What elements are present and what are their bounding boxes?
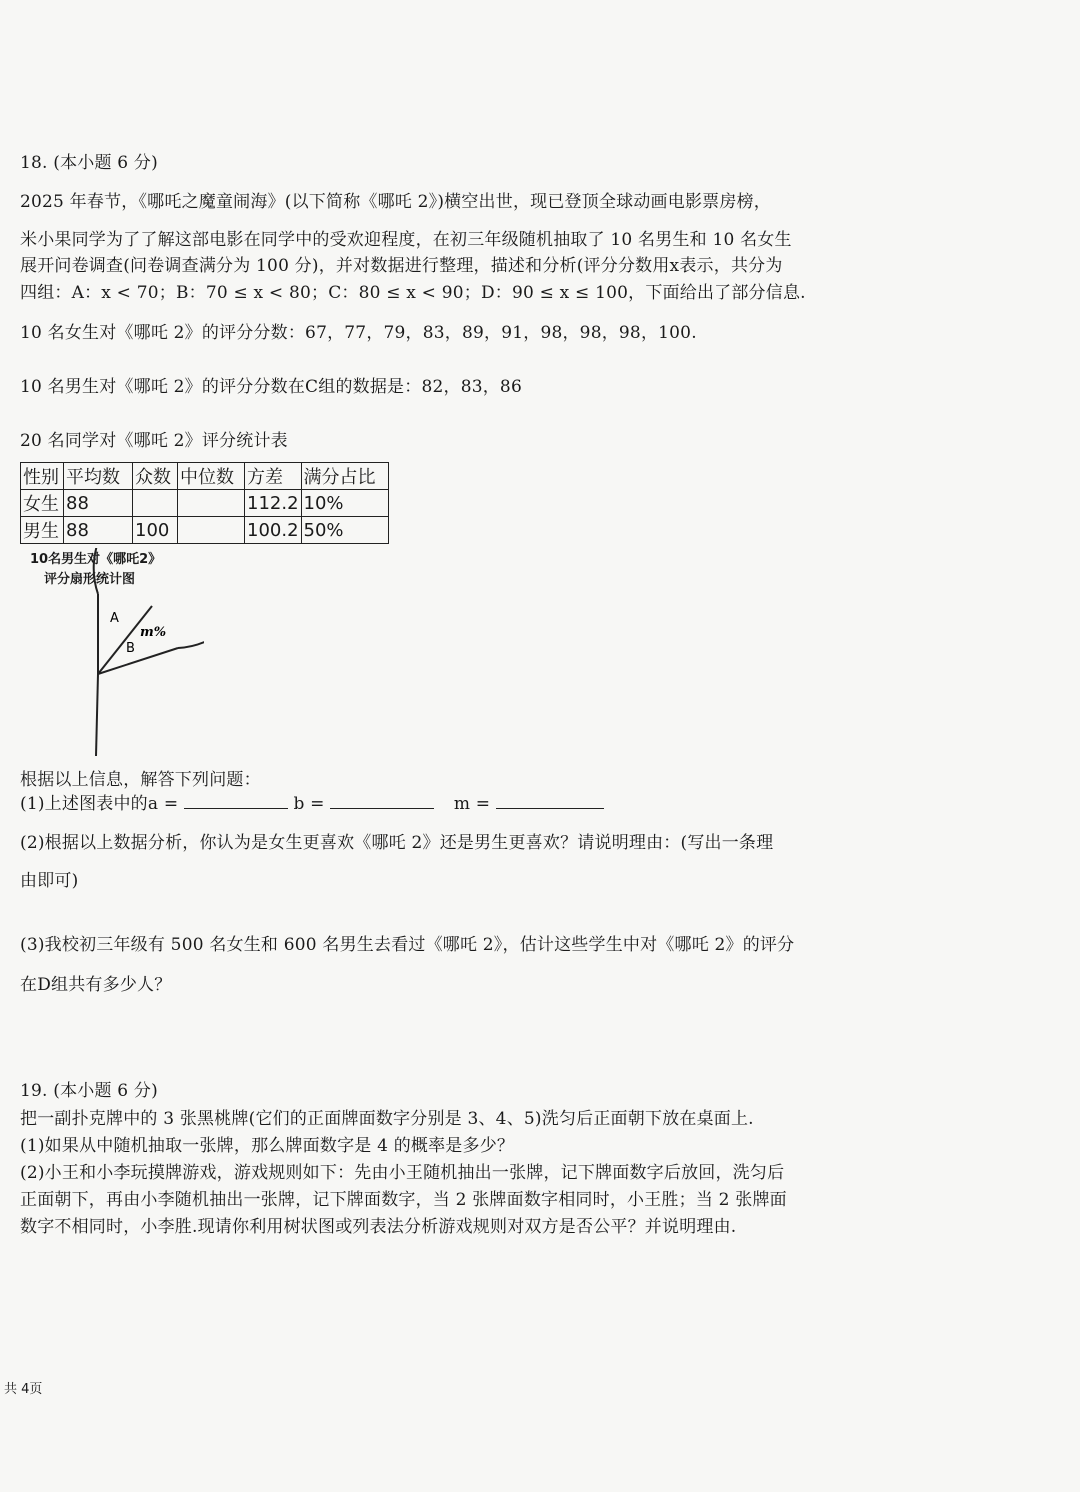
table-cell: 50% [301,517,388,544]
table-header: 平均数 [64,463,133,490]
q19-header: 19. (本小题 6 分) [20,1081,158,1101]
pie-radius-ab [98,606,152,674]
q19-part2-line2: 正面朝下，再由小李随机抽出一张牌，记下牌面数字，当 2 张牌面数字相同时，小王胜；当 2 张牌面 [20,1190,787,1210]
table-header: 满分占比 [301,463,388,490]
table-header: 众数 [133,463,178,490]
p1-m-label: m = [453,794,491,814]
p1-b-label: b = [293,794,325,814]
q19-line1: 把一副扑克牌中的 3 张黑桃牌(它们的正面牌面数字分别是 3、4、5)洗匀后正面朝下放在桌面上. [20,1109,754,1129]
table-cell: 112.2 [245,490,302,517]
p1-b-blank[interactable] [330,794,434,809]
table-cell: 男生 [21,517,64,544]
table-cell: 100.2 [245,517,302,544]
q19-part2-line3: 数字不相同时，小李胜.现请你利用树状图或列表法分析游戏规则对双方是否公平？并说明理由. [20,1217,737,1237]
q18-female-scores: 10 名女生对《哪吒 2》的评分分数：67，77，79，83，89，91，98，98，98，100. [20,323,697,343]
table-cell [178,490,245,517]
q18-intro-line1: 2025 年春节，《哪吒之魔童闹海》(以下简称《哪吒 2》)横空出世，现已登顶全球动画电影票房榜， [20,192,771,212]
pie-chart-figure [14,548,204,768]
pie-label-a: A [110,611,119,626]
q18-part2-line1: (2)根据以上数据分析，你认为是女生更喜欢《哪吒 2》还是男生更喜欢？请说明理由：(写出一条理 [20,833,774,853]
table-header: 方差 [245,463,302,490]
score-stats-table [20,462,389,544]
q18-part2-line2: 由即可) [20,871,79,891]
table-cell: 女生 [21,490,64,517]
q18-part3-line1: (3)我校初三年级有 500 名女生和 600 名男生去看过《哪吒 2》，估计这些学生中对《哪吒 2》的评分 [20,935,795,955]
table-row [21,517,389,544]
p1-a-label: (1)上述图表中的a = [20,794,179,814]
table-cell-a [133,490,178,517]
table-cell-b [178,517,245,544]
table-cell: 10% [301,490,388,517]
q18-header: 18. (本小题 6 分) [20,153,158,173]
pie-title-line2: 评分扇形统计图 [44,572,136,587]
q18-intro-line2: 米小果同学为了了解这部电影在同学中的受欢迎程度，在初三年级随机抽取了 10 名男生和 10 名女生 [20,230,792,250]
pie-title-line1: 10名男生对《哪吒2》 [30,552,162,567]
table-cell: 88 [64,517,133,544]
pie-label-b: B [126,641,135,656]
q18-prompt: 根据以上信息，解答下列问题： [20,770,261,790]
pie-radius-bottom [96,674,98,756]
p1-m-blank[interactable] [496,794,604,809]
p1-a-blank[interactable] [184,794,288,809]
q18-table-title: 20 名同学对《哪吒 2》评分统计表 [20,431,288,451]
pie-label-m: m% [140,625,167,640]
table-header-row [21,463,389,490]
table-header: 性别 [21,463,64,490]
table-header: 中位数 [178,463,245,490]
table-cell: 88 [64,490,133,517]
q18-part3-line2: 在D组共有多少人？ [20,975,172,995]
q19-part1: (1)如果从中随机抽取一张牌，那么牌面数字是 4 的概率是多少？ [20,1136,515,1156]
pie-chart-svg [14,548,204,768]
q18-intro-line4: 四组：A：x < 70；B：70 ≤ x < 80；C：80 ≤ x < 90；D：90 ≤ x ≤ 100，下面给出了部分信息. [20,283,806,303]
q19-part2-line1: (2)小王和小李玩摸牌游戏，游戏规则如下：先由小王随机抽出一张牌，记下牌面数字后放回，洗匀后 [20,1163,785,1183]
q18-male-c-group: 10 名男生对《哪吒 2》的评分分数在C组的数据是：82，83，86 [20,377,522,397]
page-count: 共 4页 [4,1382,43,1397]
table-cell: 100 [133,517,178,544]
table-row [21,490,389,517]
q18-part1 [20,789,604,814]
q18-intro-line3: 展开问卷调查(问卷调查满分为 100 分)，并对数据进行整理，描述和分析(评分分数用x表示，共分为 [20,256,783,276]
pie-radius-bm [98,648,178,674]
